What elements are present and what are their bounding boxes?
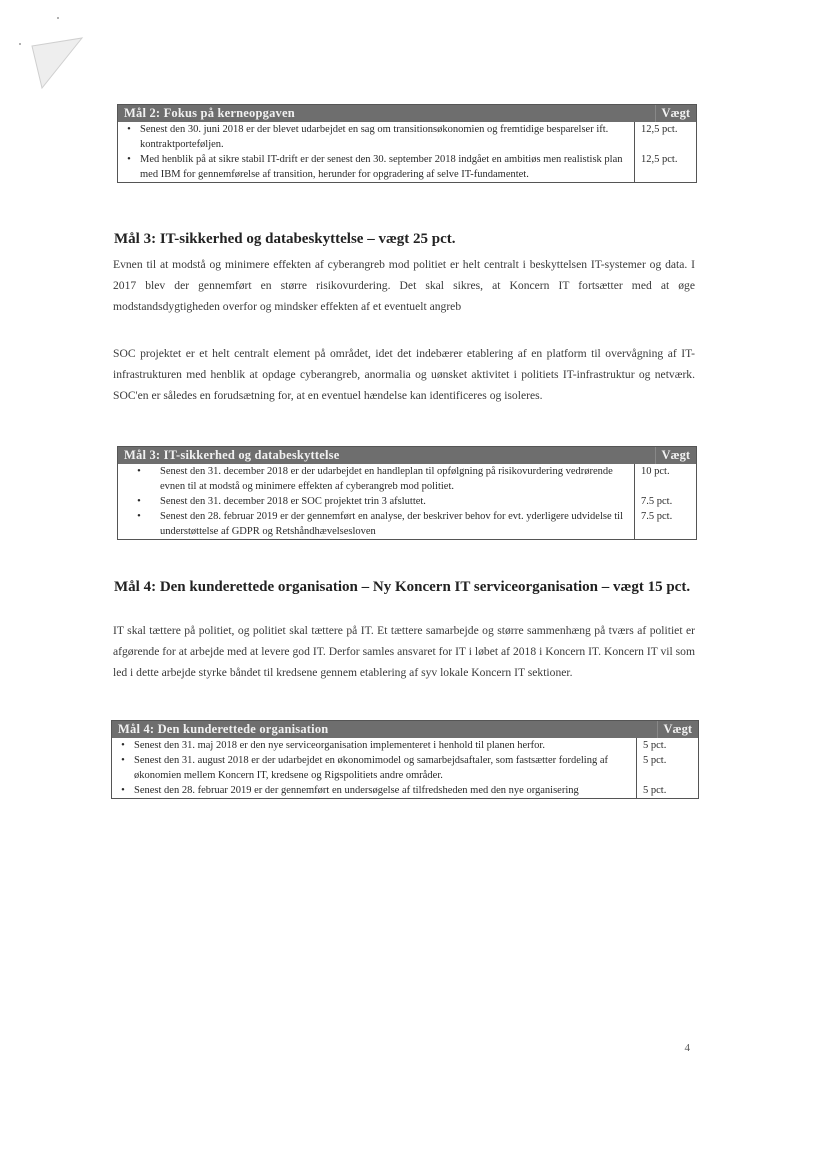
goal4-heading: Mål 4: Den kunderettede organisation – Ny Koncern IT serviceorganisation – vægt 15 pct. [114, 579, 691, 595]
goal2-table [117, 104, 697, 183]
table-header [118, 105, 696, 122]
goal3-table [117, 446, 697, 540]
row-text: Senest den 31. august 2018 er der udarbejdet en økonomimodel og samarbejdsaftaler, som fastsætter fordeling af økonomien mellem Koncern IT, kredsene og Rigspolitiets andre områder. [134, 755, 608, 781]
row-weight: 10 pct. [641, 466, 670, 477]
row-text: Senest den 28. februar 2019 er der gennemført en undersøgelse af tilfredsheden med den nye organisering [134, 785, 579, 796]
page-number: 4 [684, 1042, 690, 1054]
table-row [112, 738, 698, 753]
table-row [118, 464, 696, 494]
bullet-icon: • [127, 154, 131, 165]
goal3-paragraph-2: SOC projektet er et helt centralt element på området, idet det indebærer etablering af en platform til overvågning af IT-infrastrukturen med henblik at opdage cyberangreb, anormalia og uønsket aktivitet i politiets IT-infrastruktur og netværk. SOC'en er således en forudsætning for, at en eventuel hændelse kan identificeres og isoleres. [113, 347, 695, 402]
row-weight: 5 pct. [643, 755, 667, 766]
table-row [112, 753, 698, 783]
bullet-icon: • [121, 785, 125, 796]
table-title: Mål 2: Fokus på kerneopgaven [124, 106, 295, 120]
bullet-icon: • [121, 755, 125, 766]
row-text: Senest den 31. maj 2018 er den nye serviceorganisation implementeret i henhold til planen herfor. [134, 740, 545, 751]
bullet-icon: • [121, 740, 125, 751]
row-text: Senest den 30. juni 2018 er der blevet udarbejdet en sag om transitionsøkonomien og fremtidige besparelser ift. kontraktporteføljen. [140, 124, 609, 150]
row-weight: 5 pct. [643, 740, 667, 751]
goal4-paragraph-1: IT skal tættere på politiet, og politiet skal tættere på IT. Et tættere samarbejde og større sammenhæng på tværs af politiet er afgørende for at arbejde med at levere god IT. Derfor samles ansvaret for IT i løbet af 2018 i Koncern IT. Koncern IT vil som led i dette arbejde styrke båndet til kredsene gennem etablering af syv lokale Koncern IT sektioner. [113, 624, 695, 679]
weight-header: Vægt [655, 105, 696, 122]
table-row [118, 509, 696, 539]
row-weight: 7.5 pct. [641, 496, 673, 507]
table-row [118, 152, 696, 182]
table-title: Mål 4: Den kunderettede organisation [118, 722, 329, 736]
bullet-icon: • [137, 496, 141, 507]
bullet-icon: • [137, 511, 141, 522]
row-text: Med henblik på at sikre stabil IT-drift er der senest den 30. september 2018 indgået en ambitiøs men realistisk plan med IBM for gennemførelse af transition, herunder for opgradering af selve IT-fundamentet. [140, 154, 623, 180]
table-title: Mål 3: IT-sikkerhed og databeskyttelse [124, 448, 340, 462]
row-text: Senest den 31. december 2018 er der udarbejdet en handleplan til opfølgning på risikovurdering vedrørende evnen til at modstå og minimere effekten af cyberangreb mod politiet. [160, 466, 613, 492]
goal4-table [111, 720, 699, 799]
table-row [118, 494, 696, 509]
row-weight: 7.5 pct. [641, 511, 673, 522]
bullet-icon: • [137, 466, 141, 477]
goal3-paragraph-1: Evnen til at modstå og minimere effekten af cyberangreb mod politiet er helt centralt i beskyttelsen IT-systemer og data. I 2017 blev der gennemført en større risikovurdering. Det skal sikres, at Koncern IT fortsætter med at øge modstandsdygtigheden overfor og mindsker effekten af et eventuelt angreb [113, 258, 695, 313]
row-weight: 5 pct. [643, 785, 667, 796]
table-header [118, 447, 696, 464]
table-row [112, 783, 698, 798]
row-weight: 12,5 pct. [641, 154, 678, 165]
row-text: Senest den 28. februar 2019 er der gennemført en analyse, der beskriver behov for evt. yderligere udvidelse til understøttelse af GDPR og Retshåndhævelsesloven [160, 511, 623, 537]
table-row [118, 122, 696, 152]
bullet-icon: • [127, 124, 131, 135]
row-weight: 12,5 pct. [641, 124, 678, 135]
row-text: Senest den 31. december 2018 er SOC projektet trin 3 afsluttet. [160, 496, 426, 507]
table-header [112, 721, 698, 738]
goal3-heading: Mål 3: IT-sikkerhed og databeskyttelse – vægt 25 pct. [114, 231, 456, 247]
weight-header: Vægt [657, 721, 698, 738]
scan-corner-mark [14, 10, 94, 90]
weight-header: Vægt [655, 447, 696, 464]
